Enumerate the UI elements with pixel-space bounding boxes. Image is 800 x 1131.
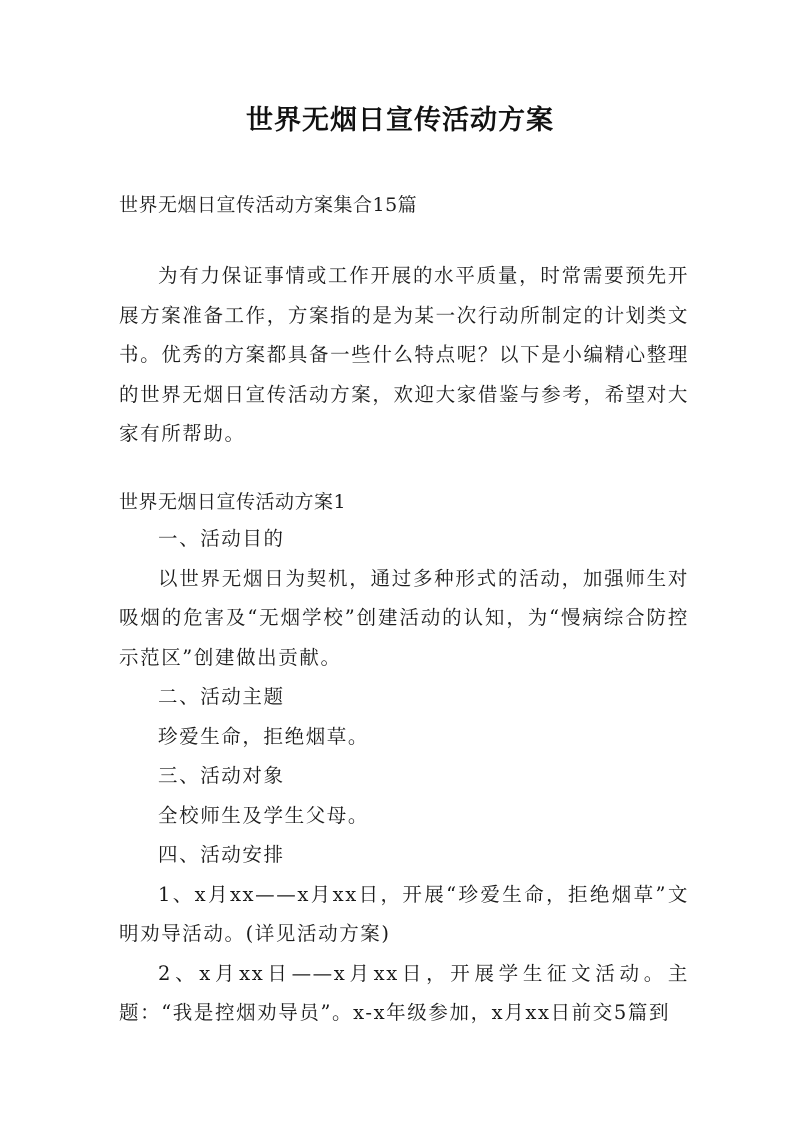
section-content	[119, 519, 689, 1033]
paragraph-theme: 珍爱生命，拒绝烟草。	[158, 724, 370, 748]
paragraph-schedule-2: 2、x月xx日——x月xx日，开展学生征文活动。主题：“我是控烟劝导员”。x-x年级参加，x月xx日前交5篇到	[119, 961, 689, 1024]
document-subtitle: 世界无烟日宣传活动方案集合15篇	[119, 194, 418, 216]
intro-paragraph: 为有力保证事情或工作开展的水平质量，时常需要预先开展方案准备工作，方案指的是为某一次行动所制定的计划类文书。优秀的方案都具备一些什么特点呢？以下是小编精心整理的世界无烟日宣传活动方案，欢迎大家借鉴与参考，希望对大家有所帮助。	[119, 264, 689, 445]
paragraph-schedule-1: 1、x月xx——x月xx日，开展“珍爱生命，拒绝烟草”文明劝导活动。(详见活动方案)	[119, 882, 689, 945]
intro-block	[119, 256, 689, 454]
heading-theme: 二、活动主题	[158, 685, 285, 708]
document-title: 世界无烟日宣传活动方案	[246, 105, 554, 136]
paragraph-audience: 全校师生及学生父母。	[158, 803, 370, 827]
heading-schedule: 四、活动安排	[158, 843, 285, 866]
heading-audience: 三、活动对象	[158, 764, 285, 787]
paragraph-purpose: 以世界无烟日为契机，通过多种形式的活动，加强师生对吸烟的危害及“无烟学校”创建活动的认知，为“慢病综合防控示范区”创建做出贡献。	[119, 566, 689, 669]
section-heading: 世界无烟日宣传活动方案1	[119, 491, 347, 513]
heading-purpose: 一、活动目的	[158, 527, 285, 550]
